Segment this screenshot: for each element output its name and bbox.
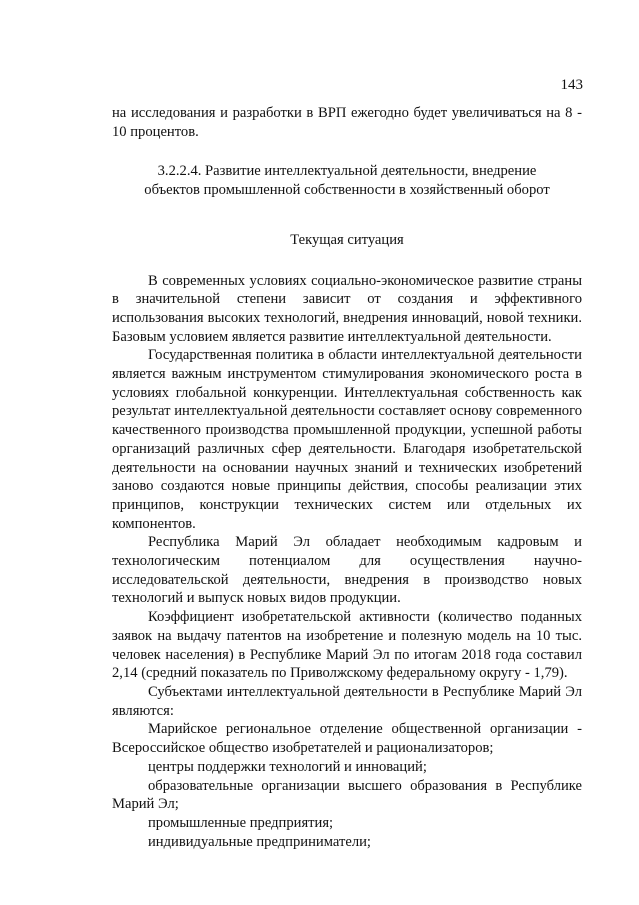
section-heading	[112, 162, 582, 199]
document-body	[112, 104, 582, 851]
list-item: Марийское региональное отделение общественной организации - Всероссийское общество изобретателей и рационализаторов;	[112, 721, 582, 757]
section-heading-line: 3.2.2.4. Развитие интеллектуальной деятельности, внедрение	[157, 163, 537, 180]
list-item: образовательные организации высшего образования в Республике Марий Эл;	[112, 777, 582, 813]
paragraph: В современных условиях социально-экономическое развитие страны в значительной степени зависит от создания и эффективного использования высоких технологий, внедрения инноваций, новой техники. Базовым условием является развитие интеллектуальной деятельности.	[112, 272, 582, 345]
paragraph: Республика Марий Эл обладает необходимым кадровым и технологическим потенциалом для осуществления научно-исследовательской деятельности, внедрения в производство новых технологий и выпуск новых видов продукции.	[112, 534, 582, 607]
list-item: центры поддержки технологий и инноваций;	[148, 758, 427, 775]
section-heading-line: объектов промышленной собственности в хозяйственный оборот	[144, 182, 550, 199]
subheading: Текущая ситуация	[290, 231, 404, 248]
page-number: 143	[560, 77, 583, 93]
paragraph: Коэффициент изобретательской активности (количество поданных заявок на выдачу патентов на изобретение и полезную модель на 10 тыс. человек населения) в Республике Марий Эл по итогам 2018 года составил 2,14 (средний показатель по Приволжскому федеральному округу - 1,79).	[112, 609, 582, 682]
list-item: промышленные предприятия;	[148, 814, 334, 831]
paragraph: Государственная политика в области интеллектуальной деятельности является важным инструментом стимулирования экономического роста в условиях глобальной конкуренции. Интеллектуальная собственность как результат интеллектуальной деятельности составляет основу современного качественного производства промышленной продукции, успешной работы организаций различных сфер деятельности. Благодаря изобретательской деятельности на основании научных знаний и технических изобретений заново создаются новые принципы действия, способы реализации этих принципов, конструкции технических систем или отдельных их компонентов.	[112, 347, 582, 532]
list-item: индивидуальные предприниматели;	[148, 833, 371, 850]
paragraph: Субъектами интеллектуальной деятельности в Республике Марий Эл являются:	[112, 683, 582, 719]
intro-paragraph: на исследования и разработки в ВРП ежегодно будет увеличиваться на 8 - 10 процентов.	[112, 105, 582, 140]
